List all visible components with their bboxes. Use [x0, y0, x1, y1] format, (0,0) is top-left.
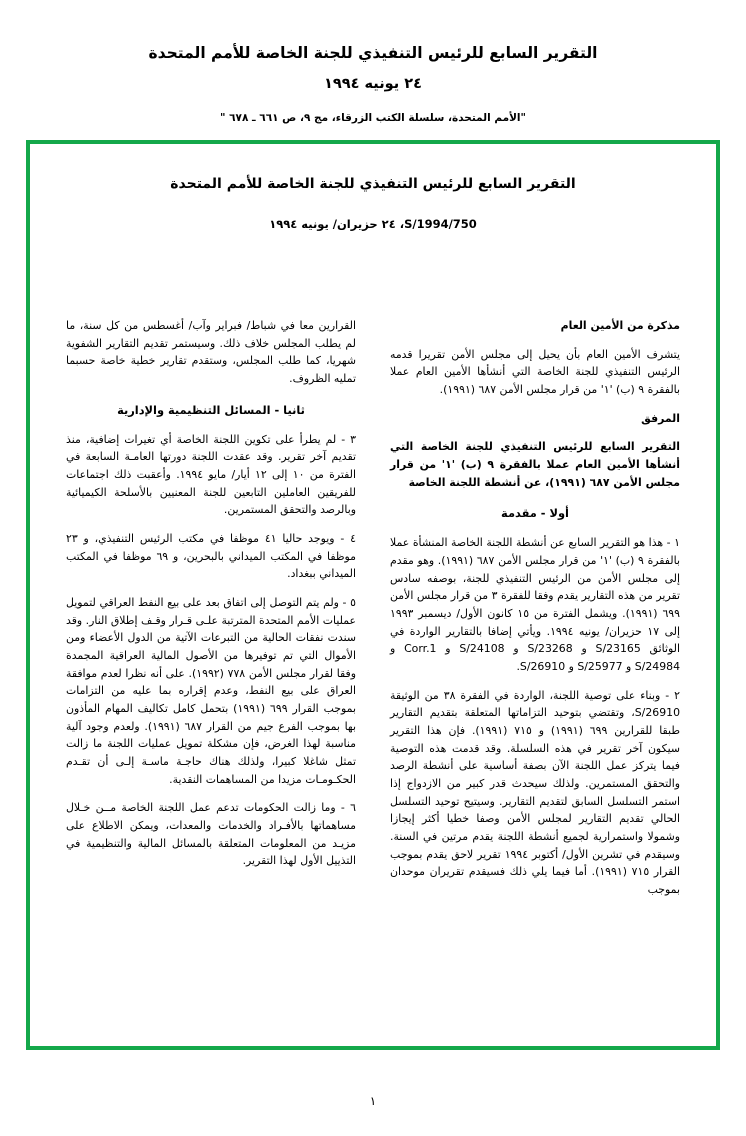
annex-label: المرفق [641, 411, 680, 425]
paragraph-2-continuation: القرارين معا في شباط/ فبراير وآب/ أغسطس من كل سنة، ما لم يطلب المجلس خلاف ذلك. وسيستمر تقديم التقارير الشفوية شهريا، كما طلب المجلس، وستقدم تقارير خطية خاصة حسبما تمليه الظروف. [66, 319, 356, 385]
column-right [390, 317, 680, 909]
section-heading-introduction: أولا - مقدمة [501, 506, 569, 521]
paragraph-3: ٣ - لم يطرأ على تكوين اللجنة الخاصة أي تغيرات إضافية، منذ تقديم آخر تقرير. وقد عقدت اللجنة دورتها العامـة السابعة في الفترة من ١٠ إلى ١٢ أيار/ مايو ١٩٩٤. وأعقبت ذلك اجتماعات للفريقين العاملين التابعين للجنة المعنيين بالأسلحة الكيميائية وبالرصد والتحقق المستمرين. [66, 432, 356, 517]
two-column-body [66, 317, 680, 909]
report-title: التقرير السابع للرئيس التنفيذي للجنة الخاصة للأمم المتحدة [170, 176, 576, 192]
frame-inner [30, 144, 716, 1046]
memo-text: يتشرف الأمين العام بأن يحيل إلى مجلس الأمن تقريرا قدمه الرئيس التنفيذي للجنة الخاصة التي أنشأها الأمين العام عملا بالفقرة ٩ (ب) '١' من قرار مجلس الأمن ٦٨٧ (١٩٩١). [390, 347, 680, 396]
section-heading-organizational: ثانيا - المسائل التنظيمية والإدارية [117, 402, 305, 417]
paragraph-6: ٦ - وما زالت الحكومات تدعم عمل اللجنة الخاصة مــن خـلال مساهماتها بالأفـراد والخدمات والمعدات، ويمكن الاطلاع على مزيـد من المعلومات المتعلقة بالمسائل المالية والتنظيمية في التذييل الأول لهذا التقرير. [66, 801, 356, 868]
document-source-citation: "الأمم المتحدة، سلسلة الكتب الزرقاء، مج ٩، ص ٦٦١ ـ ٦٧٨ " [220, 111, 526, 124]
report-symbol-and-date: S/1994/750، ٢٤ حزيران/ يونيه ١٩٩٤ [269, 217, 477, 231]
memo-heading: مذكرة من الأمين العام [560, 319, 680, 332]
document-header [0, 0, 746, 125]
page-number: ١ [369, 1094, 377, 1108]
annex-title: التقرير السابع للرئيس التنفيذي للجنة الخاصة التي أنشأها الأمين العام عملا بالفقرة ٩ (ب) '١' من قرار مجلس الأمن ٦٨٧ (١٩٩١)، عن أنشطة اللجنة الخاصة [390, 440, 680, 489]
paragraph-4: ٤ - ويوجد حاليا ٤١ موظفا في مكتب الرئيس التنفيذي، و ٢٣ موظفا في المكتب الميداني بالبحرين، و ٦٩ موظفا في المكتب الميداني ببغداد. [66, 532, 356, 581]
paragraph-1: ١ - هذا هو التقرير السابع عن أنشطة اللجنة الخاصة المنشأة عملا بالفقرة ٩ (ب) '١' من قرار مجلس الأمن ٦٨٧ (١٩٩١). وهو مقدم إلى مجلس الأمن من الرئيس التنفيذي للجنة، بوصفه سادس تقرير من هذه التقارير يقدم وفقا للفقرة ٣ من قرار مجلس الأمن ٦٩٩ (١٩٩١). ويشمل الفترة من ١٥ كانون الأول/ ديسمبر ١٩٩٣ إلى ١٧ حزيران/ يونيه ١٩٩٤. ويأتي إضافا بالتقارير الواردة في الوثائق S/23165 و S/23268 و S/24108 و Corr.1 و S/24984 و S/25977 و S/26910. [390, 536, 681, 673]
green-bordered-content-frame [26, 140, 720, 1050]
document-date: ٢٤ يونيه ١٩٩٤ [324, 76, 422, 93]
paragraph-2: ٢ - وبناء على توصية اللجنة، الواردة في الفقرة ٣٨ من الوثيقة S/26910، وتقتضي بتوحيد التزاماتها المتعلقة بتقديم التقارير طبقا للقرارين ٦٩٩ (١٩٩١) و ٧١٥ (١٩٩١). فإن هذا التقرير سيكون آخر تقرير في هذه السلسلة. وقد قدمت هذه التوصية فيما يتركز عمل اللجنة الآن بصفة أساسية على أنشطة الرصد والتحقق المستمرين. ولذلك سيحدث قدر كبير من الازدواج إذا استمر التسلسل السابق لتقديم التقارير. وسيتيح توحيد التسلسل الحالي تقديم التقارير لمجلس الأمن وصفا خطيا أكثر إيجازا وشمولا واستمرارية لجميع أنشطة اللجنة يقدم مرتين في السنة. وسيقدم في تشرين الأول/ أكتوبر ١٩٩٤ تقرير لاحق يقدم بموجب القرار ٧١٥ (١٩٩١). أما فيما يلي ذلك فسيقدم تقريران موحدان بموجب [390, 688, 680, 896]
paragraph-5: ٥ - ولم يتم التوصل إلى اتفاق بعد على بيع النفط العراقي لتمويل عمليات الأمم المتحدة المترتبة علـى قـرار وقـف إطلاق النار. وقد سندت نفقات الحالية من التبرعات الآتية من الدول الأعضاء ومن الأموال التي تم توفيرها من الأصول المالية العراقية المجمدة وفقا لقرار مجلس الأمن ٧٧٨ (١٩٩٢). على أنه نظرا لعدم موافقة العراق على بيع النفط، وعدم إقراره بما عليه من التزامات بموجب القرار ٦٩٩ (١٩٩١) بتحمل كامل تكاليف المهام المأذون بها بموجب الفرع جيم من القرار ٦٨٧ (١٩٩١). ولعدم وجود آلية مناسبة لهذا الغرض، فإن مشكلة تمويل عمليات اللجنة ما زالت تمثل شاغلا كبيرا، ولذلك هناك حاجـة ماسـة إلـى أن تقـدم الحكـومـات مزيدا من المساهمات النقدية. [66, 595, 356, 786]
document-title: التقرير السابع للرئيس التنفيذي للجنة الخاصة للأمم المتحدة [148, 44, 598, 62]
column-left [66, 317, 356, 881]
